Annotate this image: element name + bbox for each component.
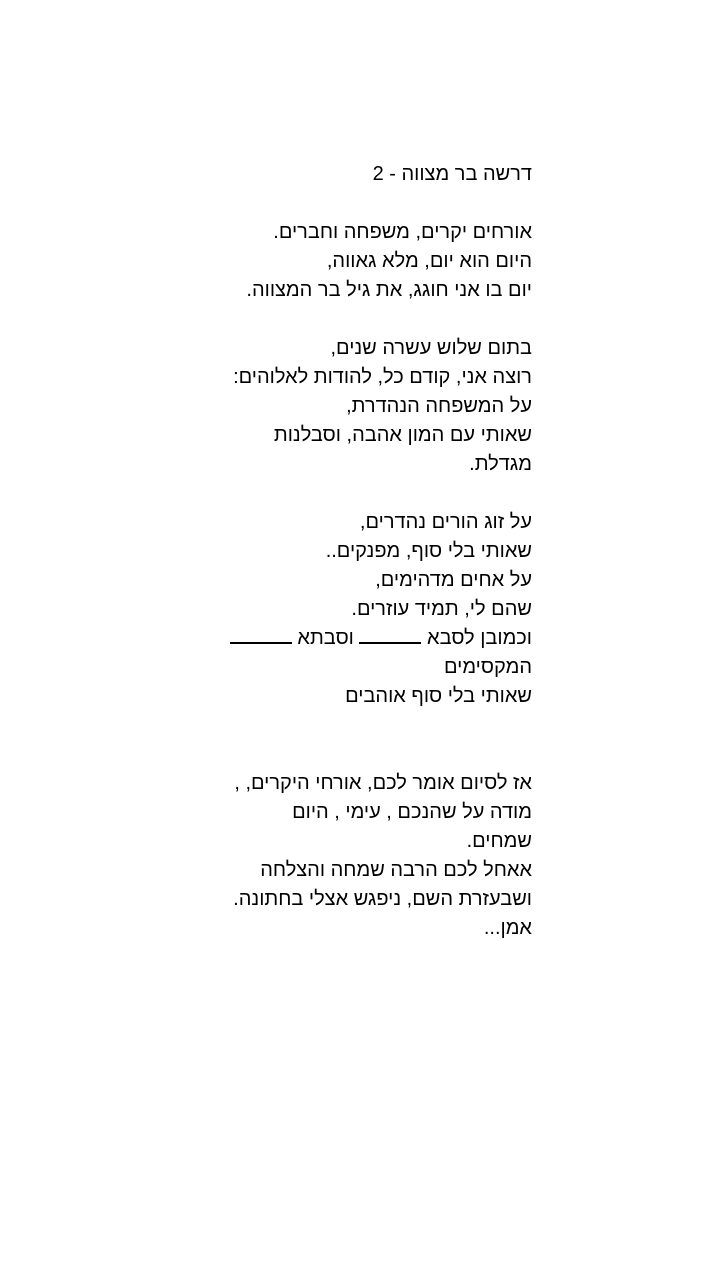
- stanza4-line: אאחל לכם הרבה שמחה והצלחה: [260, 859, 532, 881]
- stanza1-line: יום בו אני חוגג, את גיל בר המצווה.: [246, 279, 532, 301]
- stanza4-line: אז לסיום אומר לכם, אורחי היקרים, ,: [234, 772, 532, 794]
- stanza2-line: על המשפחה הנהדרת,: [346, 395, 532, 417]
- stanza4-line: ושבעזרת השם, ניפגש אצלי בחתונה.: [233, 888, 532, 910]
- blank-line: [359, 628, 421, 644]
- stanza4-line: מודה על שהנכם , עימי , היום: [292, 801, 532, 823]
- stanza1-line: אורחים יקרים, משפחה וחברים.: [273, 221, 532, 243]
- stanza3-line: על זוג הורים נהדרים,: [359, 511, 532, 533]
- stanza3-line: שאותי בלי סוף, מפנקים..: [325, 540, 532, 562]
- stanza3-line: המקסימים: [443, 656, 532, 678]
- stanza4-line: שמחים.: [466, 830, 532, 852]
- stanza2-line: מגדלת.: [469, 453, 532, 475]
- speech-text: [187, 160, 532, 943]
- spacer: [187, 479, 532, 508]
- stanza3-line: שאותי בלי סוף אוהבים: [345, 685, 532, 707]
- stanza1-line: היום הוא יום, מלא גאווה,: [326, 250, 532, 272]
- stanza3-line: על אחים מדהימים,: [375, 569, 532, 591]
- stanza2-line: רוצה אני, קודם כל, להודות לאלוהים:: [233, 366, 532, 388]
- stanza2-line: שאותי עם המון אהבה, וסבלנות: [273, 424, 532, 446]
- stanza2-line: בתום שלוש עשרה שנים,: [330, 337, 532, 359]
- spacer: [187, 305, 532, 334]
- grandparents-line: [187, 624, 532, 653]
- stanza4-line: אמן...: [483, 917, 532, 939]
- stanza3-line: שהם לי, תמיד עוזרים.: [351, 598, 532, 620]
- grandparents-text-1: וכמובן לסבא: [427, 627, 532, 649]
- spacer: [187, 189, 532, 218]
- grandparents-text-2: וסבתא: [297, 627, 354, 649]
- blank-line: [230, 628, 292, 644]
- spacer: [187, 711, 532, 769]
- speech-title: דרשה בר מצווה - 2: [372, 163, 532, 185]
